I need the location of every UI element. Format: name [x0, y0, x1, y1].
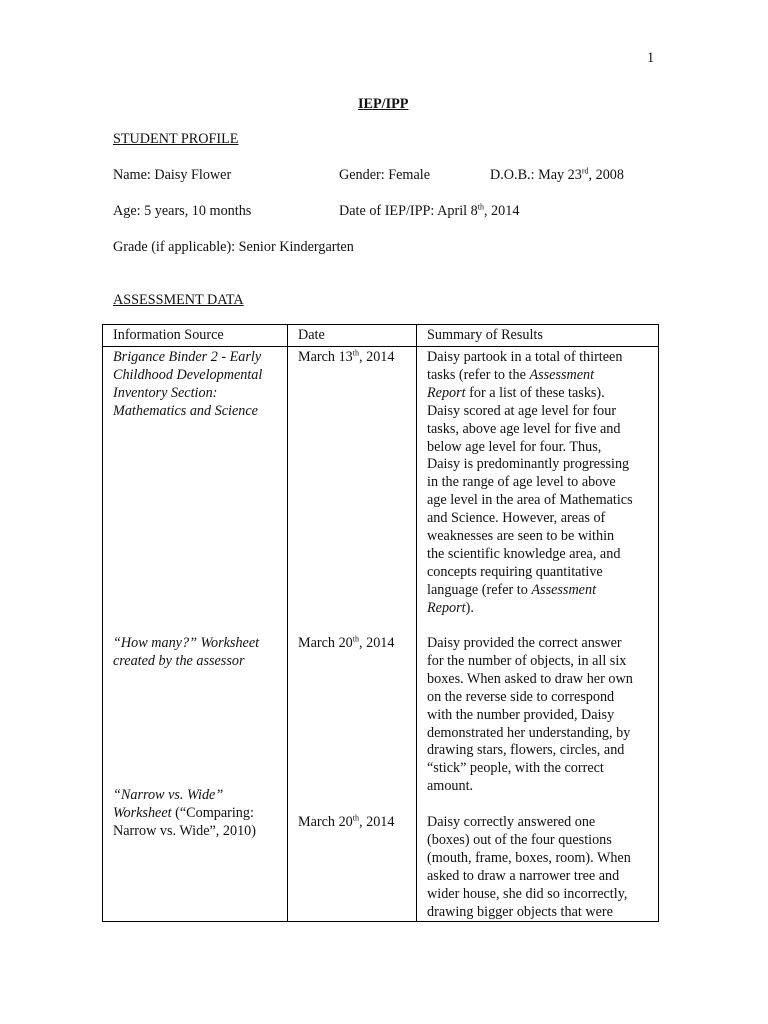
- source-cell: [103, 347, 288, 922]
- column-header: Information Source: [103, 325, 288, 347]
- column-header: Date: [288, 325, 417, 347]
- summary-cell: [417, 347, 659, 922]
- date-entry: March 13th, 2014: [298, 348, 395, 365]
- student-gender: Gender: Female: [339, 167, 430, 183]
- assessment-table: [102, 324, 659, 922]
- date-entry: March 20th, 2014: [298, 634, 395, 651]
- summary-entry: Daisy provided the correct answer for the number of objects, in all six boxes. When asked to draw her own on the reverse side to correspond with the number provided, Daisy demonstrated her understanding, by drawing stars, flowers, circles, and “stick” people, with the correct amount.: [427, 635, 633, 795]
- column-header: Summary of Results: [417, 325, 659, 347]
- iep-date: Date of IEP/IPP: April 8th, 2014: [339, 202, 520, 219]
- source-entry: “How many?” Worksheet created by the assessor: [113, 635, 260, 669]
- student-name: Name: Daisy Flower: [113, 167, 232, 183]
- table-header-row: [103, 325, 659, 347]
- student-dob: D.O.B.: May 23rd, 2008: [490, 166, 624, 183]
- date-entry: March 20th, 2014: [298, 813, 395, 830]
- date-cell: [288, 347, 417, 922]
- table-body-row: [103, 347, 659, 922]
- source-entry: “Narrow vs. Wide” Worksheet (“Comparing: Narrow vs. Wide”, 2010): [113, 787, 256, 839]
- student-grade: Grade (if applicable): Senior Kindergarten: [113, 239, 354, 255]
- student-age: Age: 5 years, 10 months: [113, 203, 252, 219]
- summary-entry: Daisy partook in a total of thirteen tasks (refer to the Assessment Report for a list of these tasks). Daisy scored at age level for four tasks, above age level for five and below age level for four. Thus, Daisy is predominantly progressing in the range of age level to above age level in the area of Mathematics and Science. However, areas of weaknesses are seen to be within the scientific knowledge area, and concepts requiring quantitative language (refer to Assessment Report).: [427, 349, 633, 616]
- source-entry: Brigance Binder 2 - Early Childhood Developmental Inventory Section: Mathematics and Science: [113, 349, 263, 419]
- document-title: IEP/IPP: [358, 96, 409, 112]
- page-number: 1: [647, 50, 655, 66]
- assessment-data-heading: ASSESSMENT DATA: [113, 292, 244, 308]
- student-profile-heading: STUDENT PROFILE: [113, 131, 239, 147]
- summary-entry: Daisy correctly answered one (boxes) out of the four questions (mouth, frame, boxes, room). When asked to draw a narrower tree and wider house, she did so incorrectly, drawing bigger objects that were: [427, 814, 631, 920]
